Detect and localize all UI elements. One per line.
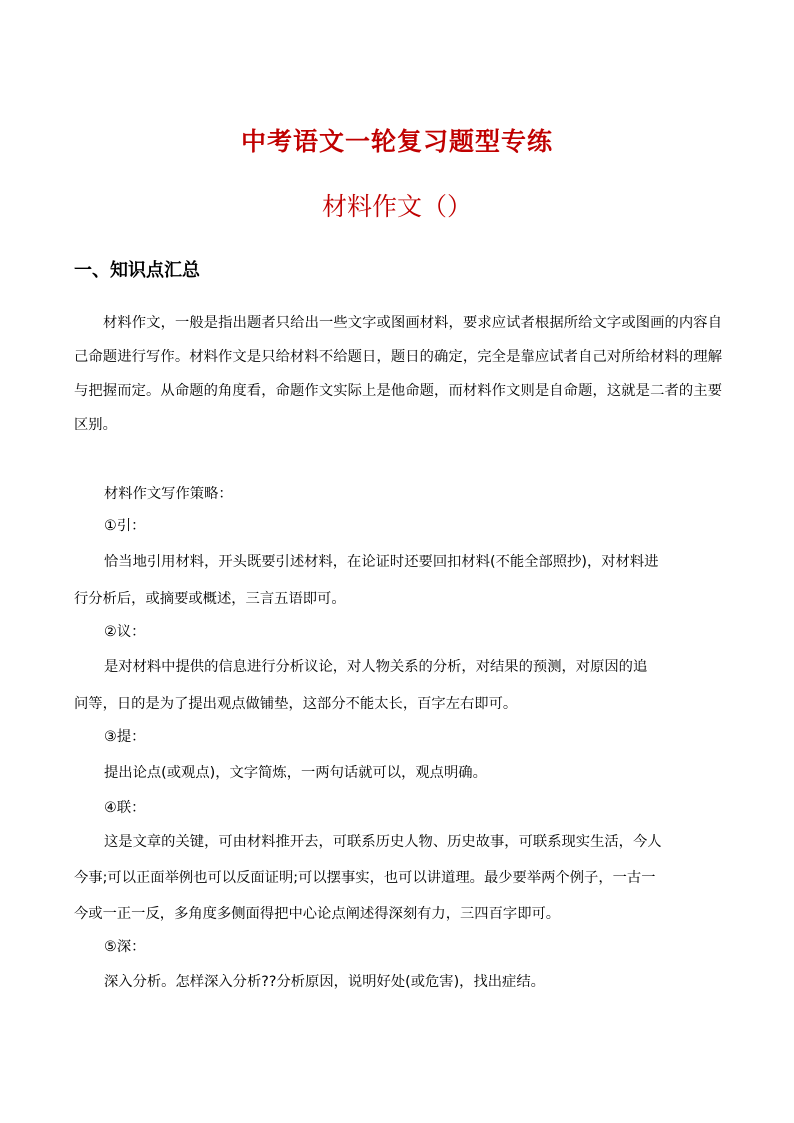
step4-line1: 这是文章的关键，可由材料推开去，可联系历史人物、历史故事，可联系现实生活，今人 xyxy=(104,834,662,850)
step1-line2: 行分析后，或摘要或概述，三言五语即可。 xyxy=(74,591,346,607)
step3-label: ③提： xyxy=(104,729,146,745)
step2-line2: 问等，日的是为了提出观点做铺垫，这部分不能太长，百字左右即可。 xyxy=(74,696,518,712)
step2-label: ②议： xyxy=(104,624,146,640)
step1-label: ①引： xyxy=(104,518,146,534)
section-heading: 一、知识点汇总 xyxy=(74,260,200,281)
step4-line3: 今或一正一反，多角度多侧面得把中心论点阐述得深刻有力，三四百字即可。 xyxy=(74,906,561,922)
step5-line1: 深入分析。怎样深入分析??分析原因，说明好处(或危害)，找出症结。 xyxy=(104,974,545,990)
intro-paragraph: 材料作文，一般是指出题者只给出一些文字或图画材料，要求应试者根据所给文字或图画的内容自己命题进行写作。材料作文是只给材料不给题日，题日的确定，完全是靠应试者自己对所给材料的理解与把握而定。从命题的角度看，命题作文实际上是他命题，而材料作文则是自命题，这就是二者的主要区别。 xyxy=(74,315,722,433)
document-subtitle: 材料作文（） xyxy=(321,192,472,221)
step5-label: ⑤深： xyxy=(104,939,146,955)
step2-line1: 是对材料中提供的信息进行分析议论，对人物关系的分析，对结果的预测，对原因的追 xyxy=(104,659,648,675)
step1-line1: 恰当地引用材料，开头既要引述材料，在论证时还要回扣材料(不能全部照抄)，对材料进 xyxy=(104,554,659,570)
document-title: 中考语文一轮复习题型专练 xyxy=(240,127,553,156)
step4-line2: 今事;可以正面举例也可以反面证明;可以摆事实，也可以讲道理。最少要举两个例子，一古一 xyxy=(74,870,656,886)
strategy-title: 材料作文写作策略： xyxy=(104,486,233,502)
step4-label: ④联： xyxy=(104,800,146,816)
step3-line1: 提出论点(或观点)，文字简炼，一两句话就可以，观点明确。 xyxy=(104,765,487,781)
